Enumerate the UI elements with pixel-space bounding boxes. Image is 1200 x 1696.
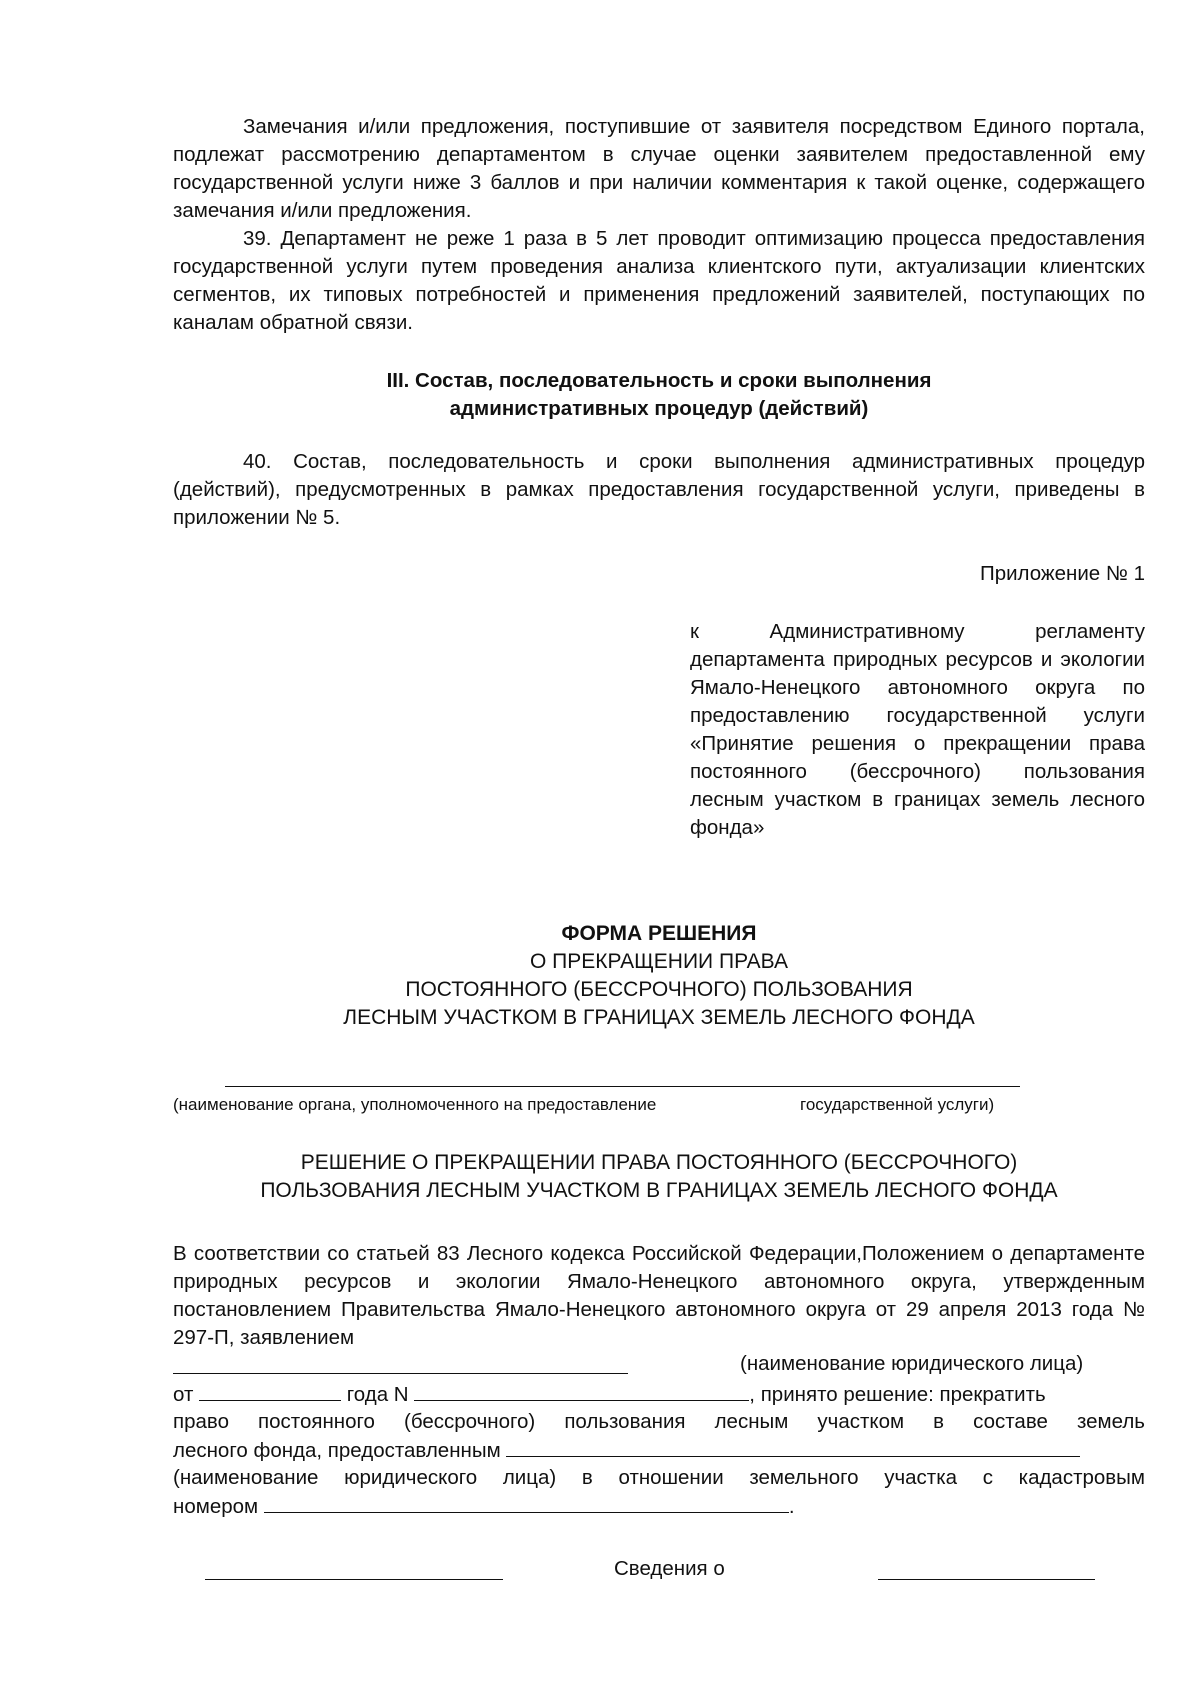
authority-caption-right: государственной услуги) bbox=[800, 1095, 995, 1114]
legal-entity-caption: (наименование юридического лица) bbox=[740, 1352, 1084, 1375]
intro-block bbox=[173, 113, 1145, 337]
info-label: Сведения о bbox=[614, 1557, 725, 1580]
right-line: право постоянного (бессрочного) пользования лесным участком в составе земель bbox=[173, 1410, 1145, 1433]
footer-blank-right[interactable] bbox=[878, 1579, 1095, 1580]
decision-body bbox=[173, 1240, 1145, 1352]
decision-title: РЕШЕНИЕ О ПРЕКРАЩЕНИИ ПРАВА ПОСТОЯННОГО (БЕССРОЧНОГО) ПОЛЬЗОВАНИЯ ЛЕСНЫМ УЧАСТКОМ В ГРАНИЦАХ ЗЕМЕЛЬ ЛЕСНОГО ФОНДА bbox=[260, 1151, 1058, 1202]
cadastral-number-blank[interactable] bbox=[264, 1492, 789, 1513]
authority-blank-line[interactable] bbox=[225, 1086, 1020, 1087]
paragraph-39: 39. Департамент не реже 1 раза в 5 лет проводит оптимизацию процесса предоставления государственной услуги путем проведения анализа клиентского пути, актуализации клиентских сегментов, их типовых потребностей и применения предложений заявителей, поступающих по каналам обратной связи. bbox=[173, 227, 1145, 334]
provided-to-blank[interactable] bbox=[506, 1436, 1080, 1457]
annex-reference: к Административному регламенту департамента природных ресурсов и экологии Ямало-Ненецкого автономного округа по предоставлению государственной услуги «Принятие решения о прекращении права постоянного (бессрочного) пользования лесным участком в границах земель лесного фонда» bbox=[690, 620, 1145, 839]
form-title: ФОРМА РЕШЕНИЯ О ПРЕКРАЩЕНИИ ПРАВА ПОСТОЯННОГО (БЕССРОЧНОГО) ПОЛЬЗОВАНИЯ ЛЕСНЫМ УЧАСТКОМ В ГРАНИЦАХ ЗЕМЕЛЬ ЛЕСНОГО ФОНДА bbox=[343, 922, 975, 1029]
paragraph-remarks: Замечания и/или предложения, поступившие от заявителя посредством Единого портала, подлежат рассмотрению департаментом в случае оценки заявителем предоставленной ему государственной услуги ниже 3 баллов и при наличии комментария к такой оценке, содержащего замечания и/или предложения. bbox=[173, 115, 1145, 222]
legal-entity-line: (наименование юридического лица) в отношении земельного участка с кадастровым bbox=[173, 1466, 1145, 1489]
date-blank[interactable] bbox=[199, 1380, 341, 1401]
cadastral-line: номером . bbox=[173, 1492, 1145, 1521]
number-blank[interactable] bbox=[414, 1380, 749, 1401]
annex-label: Приложение № 1 bbox=[979, 562, 1145, 585]
section-3-body bbox=[173, 448, 1145, 532]
application-blank-line[interactable] bbox=[173, 1373, 628, 1374]
decision-paragraph: В соответствии со статьей 83 Лесного кодекса Российской Федерации,Положением о департаменте природных ресурсов и экологии Ямало-Ненецкого автономного округа, утвержденным постановлением Правительства Ямало-Ненецкого автономного округа от 29 апреля 2013 года № 297-П, заявлением bbox=[173, 1242, 1145, 1349]
paragraph-40: 40. Состав, последовательность и сроки выполнения административных процедур (действий), предусмотренных в рамках предоставления государственной услуги, приведены в приложении № 5. bbox=[173, 450, 1145, 529]
section-3-heading: III. Состав, последовательность и сроки выполнения административных процедур (действий) bbox=[386, 369, 932, 420]
authority-caption-left: (наименование органа, уполномоченного на предоставление bbox=[173, 1095, 657, 1114]
date-number-line: от года N , принято решение: прекратить bbox=[173, 1380, 1145, 1409]
footer-blank-left[interactable] bbox=[205, 1579, 503, 1580]
fund-line: лесного фонда, предоставленным bbox=[173, 1436, 1145, 1465]
